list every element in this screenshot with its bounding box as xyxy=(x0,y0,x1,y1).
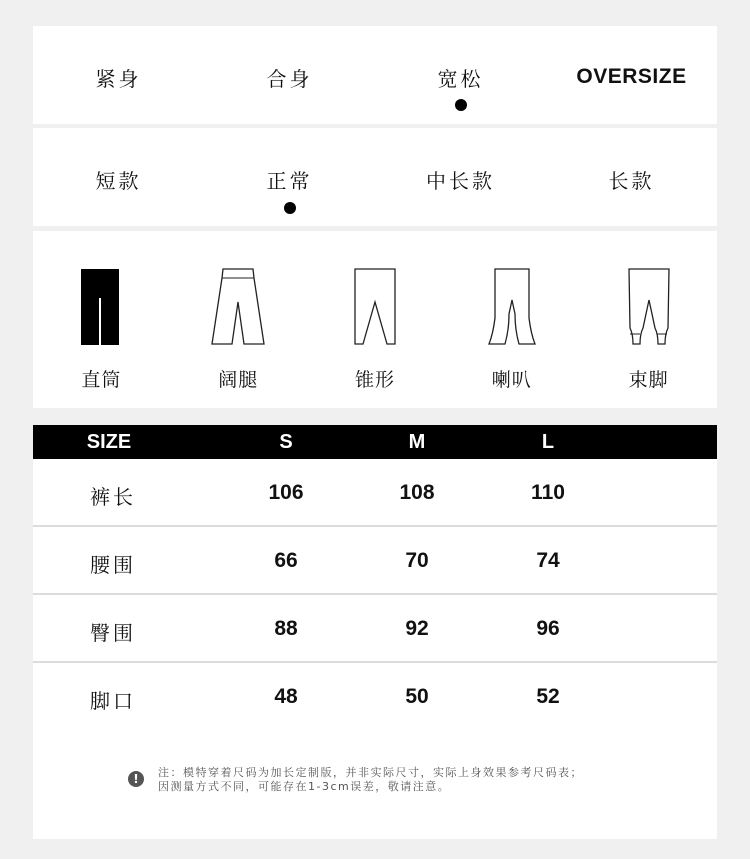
row-label: 腰围 xyxy=(90,553,136,577)
table-row xyxy=(33,459,717,527)
cell-s: 88 xyxy=(274,617,298,640)
cell-l: 96 xyxy=(536,617,560,640)
length-selector xyxy=(33,128,717,226)
note-line-2: 因测量方式不同，可能存在1-3cm误差，敬请注意。 xyxy=(158,780,451,793)
style-option-jogger xyxy=(580,231,717,408)
fit-option-label: 宽松 xyxy=(437,67,484,91)
style-option-straight xyxy=(33,231,170,408)
cell-l: 74 xyxy=(536,549,560,572)
fit-option-regular xyxy=(204,26,375,124)
length-option-mid-long xyxy=(375,128,546,226)
note-line-1: 注：模特穿着尺码为加长定制版，并非实际尺寸，实际上身效果参考尺码表； xyxy=(158,766,583,779)
cell-m: 70 xyxy=(405,549,429,572)
length-option-normal xyxy=(204,128,375,226)
note-text xyxy=(158,766,583,794)
table-row xyxy=(33,663,717,731)
cell-m: 50 xyxy=(405,685,429,708)
style-option-label: 束脚 xyxy=(628,369,669,391)
fit-option-tight xyxy=(33,26,204,124)
selected-indicator-dot xyxy=(455,99,467,111)
table-row xyxy=(33,527,717,595)
length-option-label: 长款 xyxy=(608,169,655,193)
row-label: 裤长 xyxy=(90,485,136,509)
header-m: M xyxy=(408,431,426,453)
style-option-label: 锥形 xyxy=(354,369,395,391)
style-option-tapered xyxy=(307,231,444,408)
header-s: S xyxy=(279,431,293,453)
cell-s: 66 xyxy=(274,549,298,572)
length-option-label: 短款 xyxy=(95,169,142,193)
cell-s: 106 xyxy=(268,481,304,504)
cell-l: 110 xyxy=(531,481,565,504)
style-option-label: 阔腿 xyxy=(218,369,259,391)
style-option-label: 喇叭 xyxy=(491,369,532,391)
exclamation-icon: ! xyxy=(128,771,144,787)
jogger-pants-icon xyxy=(627,268,671,346)
size-table xyxy=(33,425,717,731)
fit-option-loose xyxy=(375,26,546,124)
selected-indicator-dot xyxy=(284,202,296,214)
cell-s: 48 xyxy=(274,685,298,708)
measurement-note xyxy=(33,729,717,839)
size-table-header xyxy=(33,425,717,459)
wide-leg-pants-icon xyxy=(210,268,266,346)
style-option-label: 直筒 xyxy=(81,369,122,391)
flared-pants-icon xyxy=(487,268,537,346)
fit-option-label: OVERSIZE xyxy=(576,65,687,88)
header-size: SIZE xyxy=(86,431,132,453)
fit-option-oversize xyxy=(546,26,717,124)
tapered-pants-icon xyxy=(353,268,397,346)
length-option-label: 中长款 xyxy=(426,169,495,193)
pants-style-selector xyxy=(33,231,717,408)
header-l: L xyxy=(541,431,555,453)
fit-option-label: 合身 xyxy=(266,67,313,91)
row-label: 脚口 xyxy=(90,689,136,713)
style-option-flared xyxy=(443,231,580,408)
cell-m: 92 xyxy=(405,617,429,640)
cell-m: 108 xyxy=(399,481,435,504)
length-option-label: 正常 xyxy=(266,169,313,193)
cell-l: 52 xyxy=(536,685,560,708)
fit-selector xyxy=(33,26,717,124)
length-option-short xyxy=(33,128,204,226)
fit-option-label: 紧身 xyxy=(95,67,142,91)
row-label: 臀围 xyxy=(90,621,136,645)
table-row xyxy=(33,595,717,663)
straight-pants-icon xyxy=(79,268,123,346)
style-option-wide-leg xyxy=(170,231,307,408)
length-option-long xyxy=(546,128,717,226)
